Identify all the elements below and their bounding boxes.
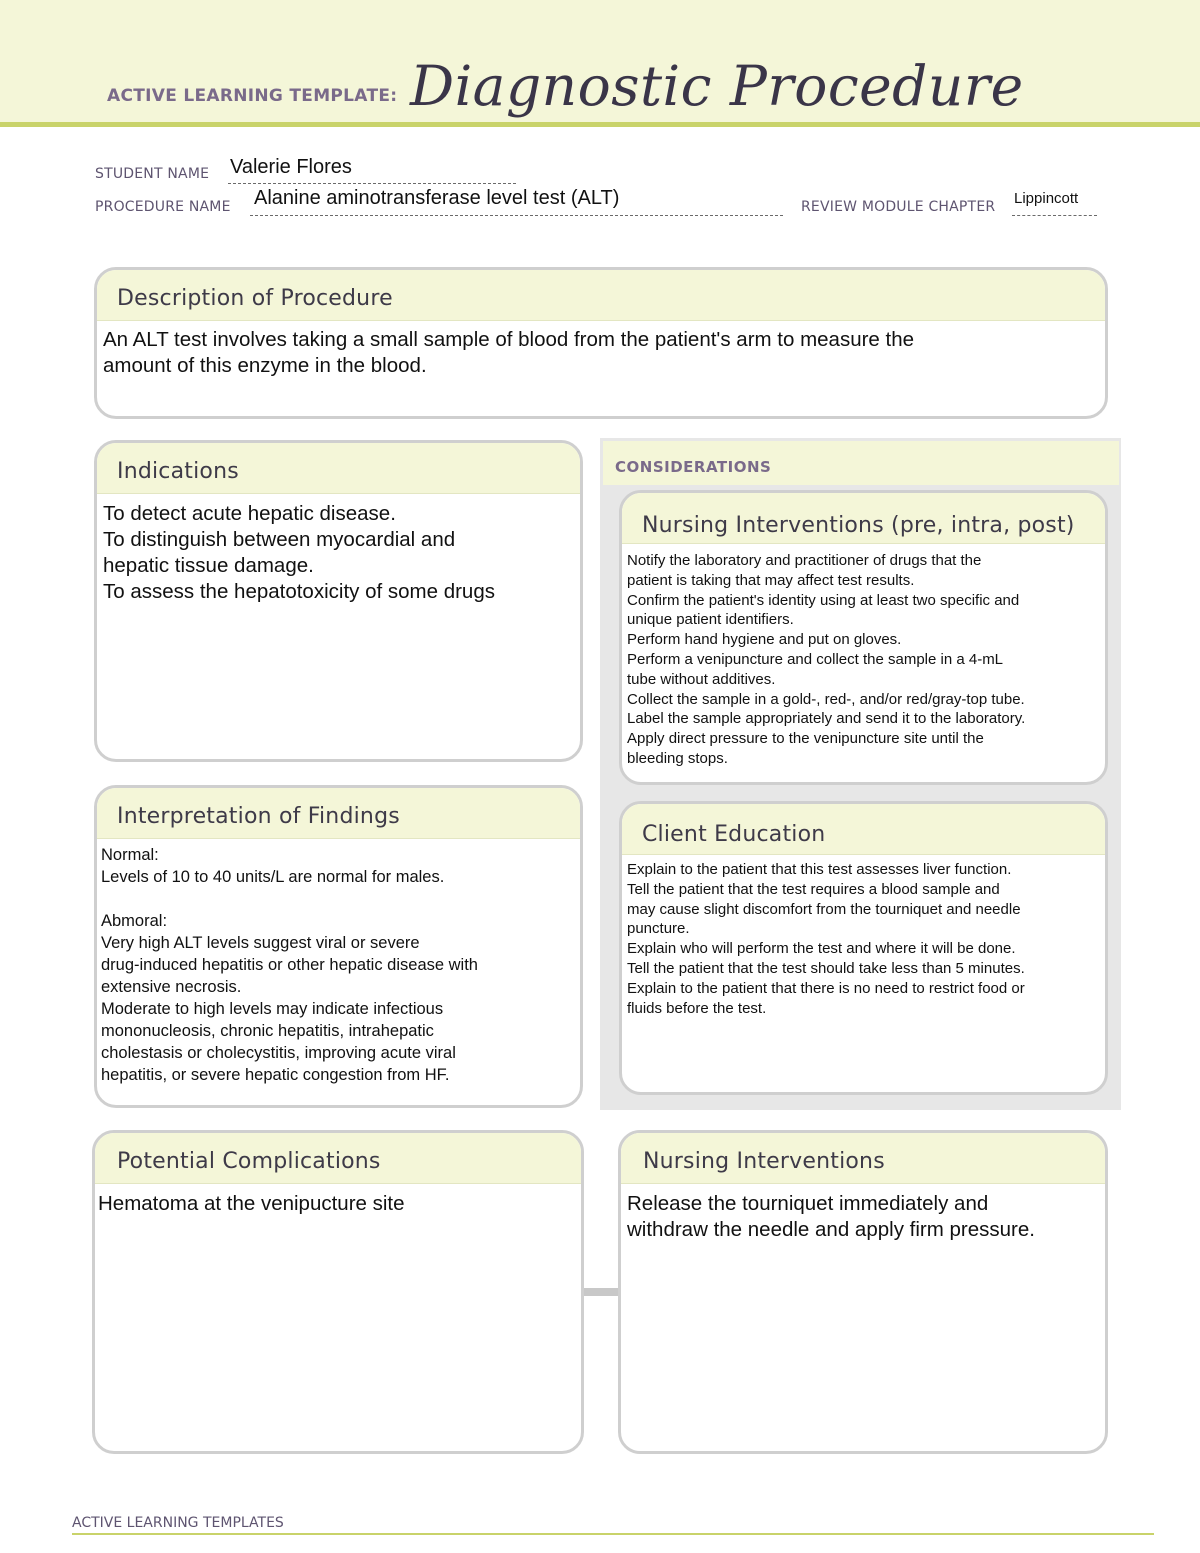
- interpretation-line: Moderate to high levels may indicate infectious: [101, 1000, 444, 1018]
- client-education-title: Client Education: [642, 822, 826, 847]
- nursing-interventions-line: Release the tourniquet immediately and: [627, 1192, 989, 1215]
- student-name-label: STUDENT NAME: [95, 166, 210, 182]
- header-divider: [0, 122, 1200, 127]
- client-education-text[interactable]: [627, 860, 1097, 1018]
- interpretation-line: [101, 888, 572, 910]
- procedure-name-underline: [250, 214, 783, 216]
- nursing-pip-line: Label the sample appropriately and send it to the laboratory.: [627, 710, 1026, 728]
- nursing-pip-line: patient is taking that may affect test results.: [627, 571, 915, 589]
- footer-divider: [72, 1533, 1154, 1535]
- interpretation-line: drug-induced hepatitis or other hepatic disease with: [101, 956, 478, 974]
- nursing-interventions-header: [621, 1133, 1105, 1184]
- description-header: [97, 270, 1105, 321]
- footer-label: ACTIVE LEARNING TEMPLATES: [72, 1515, 284, 1531]
- interpretation-box: [94, 785, 583, 1108]
- interpretation-title: Interpretation of Findings: [117, 804, 400, 829]
- review-module-underline: [1012, 214, 1097, 216]
- nursing-pip-line: Confirm the patient's identity using at least two specific and: [627, 591, 1020, 609]
- nursing-interventions-title: Nursing Interventions: [643, 1149, 885, 1174]
- complications-line: Hematoma at the venipucture site: [98, 1192, 405, 1215]
- client-education-line: Tell the patient that the test should take less than 5 minutes.: [627, 959, 1025, 977]
- indications-text[interactable]: [103, 501, 572, 605]
- student-name-field[interactable]: Valerie Flores: [230, 156, 352, 178]
- nursing-interventions-pip-header: [622, 493, 1105, 544]
- complications-title: Potential Complications: [117, 1149, 381, 1174]
- description-line: An ALT test involves taking a small sample of blood from the patient's arm to measure the: [103, 328, 915, 351]
- procedure-name-label: PROCEDURE NAME: [95, 199, 231, 215]
- nursing-pip-line: unique patient identifiers.: [627, 611, 794, 629]
- complications-text[interactable]: [98, 1191, 573, 1217]
- client-education-header: [622, 804, 1105, 855]
- client-education-line: puncture.: [627, 920, 690, 938]
- interpretation-line: Abmoral:: [101, 912, 168, 930]
- interpretation-line: cholestasis or cholecystitis, improving acute viral: [101, 1044, 456, 1062]
- nursing-pip-line: bleeding stops.: [627, 749, 728, 767]
- client-education-line: Explain to the patient that there is no need to restrict food or: [627, 979, 1025, 997]
- review-module-label: REVIEW MODULE CHAPTER: [801, 199, 996, 215]
- nursing-pip-line: tube without additives.: [627, 670, 776, 688]
- complications-box: [92, 1130, 584, 1454]
- description-box: [94, 267, 1108, 419]
- template-title: Diagnostic Procedure: [410, 54, 1024, 118]
- procedure-name-field[interactable]: Alanine aminotransferase level test (ALT): [254, 187, 620, 209]
- nursing-interventions-text[interactable]: [627, 1191, 1097, 1243]
- client-education-line: may cause slight discomfort from the tourniquet and needle: [627, 900, 1021, 918]
- connector-bar: [584, 1288, 620, 1296]
- description-text[interactable]: [103, 327, 1097, 379]
- nursing-pip-line: Notify the laboratory and practitioner of drugs that the: [627, 552, 982, 569]
- indications-line: To detect acute hepatic disease.: [103, 502, 396, 525]
- nursing-pip-line: Apply direct pressure to the venipuncture site until the: [627, 730, 984, 748]
- interpretation-header: [97, 788, 580, 839]
- interpretation-line: extensive necrosis.: [101, 978, 242, 996]
- interpretation-line: Normal:: [101, 846, 159, 864]
- description-title: Description of Procedure: [117, 286, 393, 311]
- client-education-box: [619, 801, 1108, 1095]
- client-education-line: Explain to the patient that this test assesses liver function.: [627, 861, 1012, 878]
- template-label: ACTIVE LEARNING TEMPLATE:: [107, 86, 398, 106]
- student-name-underline: [228, 182, 516, 184]
- nursing-interventions-pip-text[interactable]: [627, 551, 1097, 769]
- nursing-interventions-pip-title: Nursing Interventions (pre, intra, post): [642, 513, 1075, 538]
- client-education-line: fluids before the test.: [627, 999, 767, 1017]
- nursing-pip-line: Perform a venipuncture and collect the sample in a 4-mL: [627, 650, 1004, 668]
- interpretation-line: Very high ALT levels suggest viral or severe: [101, 934, 420, 952]
- nursing-interventions-line: withdraw the needle and apply firm pressure.: [627, 1218, 1035, 1241]
- indications-line: To distinguish between myocardial and: [103, 528, 456, 551]
- complications-header: [95, 1133, 581, 1184]
- client-education-line: Explain who will perform the test and where it will be done.: [627, 940, 1016, 958]
- indications-title: Indications: [117, 459, 239, 484]
- client-education-line: Tell the patient that the test requires a blood sample and: [627, 880, 1000, 898]
- interpretation-text[interactable]: [101, 844, 572, 1086]
- nursing-pip-line: Collect the sample in a gold-, red-, and/or red/gray-top tube.: [627, 690, 1025, 708]
- nursing-pip-line: Perform hand hygiene and put on gloves.: [627, 631, 902, 649]
- indications-header: [97, 443, 580, 494]
- indications-box: [94, 440, 583, 762]
- interpretation-line: Levels of 10 to 40 units/L are normal for males.: [101, 868, 445, 886]
- description-line: amount of this enzyme in the blood.: [103, 354, 427, 377]
- nursing-interventions-pip-box: [619, 490, 1108, 785]
- indications-line: To assess the hepatotoxicity of some drugs: [103, 580, 495, 603]
- indications-line: hepatic tissue damage.: [103, 554, 314, 577]
- nursing-interventions-box: [618, 1130, 1108, 1454]
- considerations-label: CONSIDERATIONS: [615, 458, 772, 476]
- interpretation-line: hepatitis, or severe hepatic congestion from HF.: [101, 1066, 450, 1084]
- review-module-field[interactable]: Lippincott: [1014, 190, 1079, 207]
- interpretation-line: mononucleosis, chronic hepatitis, intrahepatic: [101, 1022, 434, 1040]
